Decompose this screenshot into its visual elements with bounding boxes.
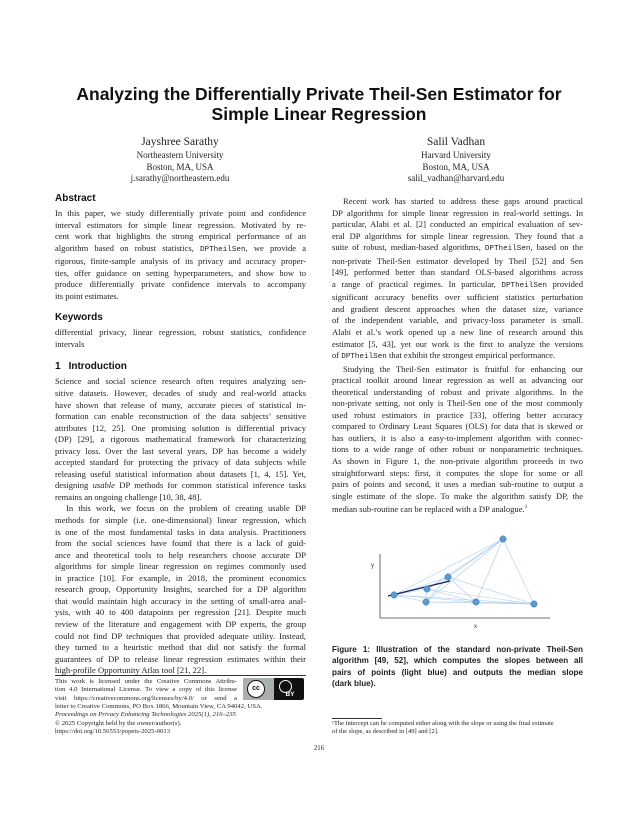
intro-line: that would maintain high accuracy in the setting of small-area anal-: [55, 595, 306, 606]
intro-line: remains an ongoing challenge [10, 38, 48].: [55, 491, 202, 502]
pair-slope-line: [394, 539, 503, 595]
page-number: 216: [313, 745, 325, 752]
intro-line: methods for simple (i.e. one-dimensional) linear regression, which: [55, 515, 306, 526]
pair-slope-line: [503, 539, 534, 604]
intro-line: in practice [10]. For example, in 2018, the prominent economics: [55, 572, 306, 583]
author-name: Salil Vadhan: [426, 136, 486, 148]
body-line: theoretical understanding of robust and private algorithms. In the: [332, 386, 583, 397]
body-line: DP algorithms for simple linear regression in real-world settings. In: [332, 207, 583, 218]
footnote-line: of the slope, as described in [49] and [2].: [332, 728, 439, 736]
body-line: used robust estimators in practice [33], offering better accuracy: [332, 409, 583, 420]
footnote-line: ¹The intercept can be computed either along with the slope or using the final estimate: [332, 720, 554, 727]
body-line: single estimate of the slope. To make the algorithm satisfy DP, the: [332, 490, 583, 501]
keywords-text: [55, 327, 306, 350]
abstract-line: algorithm based on robust statistics, DPTheilSen, we provide a: [55, 242, 306, 254]
keywords-line: differential privacy, linear regression, robust statistics, confidence: [55, 327, 306, 338]
abstract-line: cent work that highlights the strong empirical performance of an: [55, 231, 306, 242]
intro-line: is one of the most fundamental tasks in data analysis. Practitioners: [55, 526, 306, 537]
data-point: [473, 599, 479, 605]
data-point: [445, 574, 451, 580]
license-rule: [55, 675, 306, 676]
median-slope-line: [388, 581, 450, 596]
intro-line: algorithms for simple linear regression on regimes commonly used: [55, 561, 306, 572]
data-point: [423, 599, 429, 605]
title-line-2: Simple Linear Regression: [211, 104, 427, 124]
title-line-1: Analyzing the Differentially Private Theil-Sen Estimator for: [76, 84, 562, 104]
intro-line: high-profile Opportunity Atlas tool [21, 22].: [55, 665, 207, 676]
author-affiliation: Northeastern University: [136, 150, 224, 160]
y-axis-label: y: [371, 563, 374, 569]
intro-paragraph-1: [55, 376, 306, 503]
caption-line: Figure 1: Illustration of the standard non-private Theil-Sen: [332, 645, 583, 654]
author-email: j.sarathy@northeastern.edu: [130, 173, 230, 183]
code-token: DPTheilSen: [484, 245, 531, 254]
intro-line: (DP) [29], a rigorous mathematical framework for characterizing: [55, 434, 306, 445]
intro-line: they turned to a heuristic method that did not satisfy the formal: [55, 642, 306, 653]
body-line: has outliers, it is also a easy-to-implement algorithm with connec-: [332, 432, 583, 443]
body-line: [49], performed better than standard OLS-based algorithms across: [332, 267, 583, 278]
footnote: [332, 720, 583, 737]
abstract-line: its point estimates.: [55, 290, 119, 301]
copyright-line: © 2025 Copyright held by the owner/author(s).: [55, 719, 182, 727]
license-line: This work is licensed under the Creative Commons Attribu-: [55, 678, 237, 685]
body-line: of the independent variable, and privacy-loss parameter is small.: [332, 315, 583, 326]
left-column: [55, 192, 306, 677]
license-line: letter to Creative Commons, PO Box 1866, Mountain View, CA 94042, USA.: [55, 703, 263, 710]
code-token: DPTheilSen: [199, 245, 246, 254]
cc-by-license-badge[interactable]: [243, 678, 304, 700]
intro-line: releasing useful statistical information about datasets [1, 4, 15]. Yet,: [55, 468, 306, 479]
theil-sen-figure: [368, 522, 558, 630]
author-block-1: [80, 135, 280, 185]
pairwise-slope-lines: [394, 539, 534, 604]
caption-line: (dark blue).: [332, 678, 376, 688]
intro-paragraph-2: [55, 503, 306, 676]
body-line: of DPTheilSen that exhibit the strongest empirical performance.: [332, 350, 556, 362]
data-point: [500, 536, 506, 542]
code-token: DPTheilSen: [501, 281, 547, 290]
pair-slope-line: [427, 539, 503, 589]
author-affiliation: Harvard University: [421, 150, 491, 160]
footnote-rule: [332, 718, 382, 719]
intro-line: attributes [12, 25]. One promising solution is differential privacy: [55, 422, 306, 433]
body-line: pairs of points and second, it uses a median sub-routine to output a: [332, 479, 583, 490]
abstract-line: interval estimators for simple linear regression. Motivated by re-: [55, 219, 306, 230]
data-point: [424, 586, 430, 592]
body-line: tions to a wide range of other robust or nonparametric techniques.: [332, 444, 583, 455]
x-axis-label: x: [474, 624, 477, 630]
abstract-line: In this paper, we study differentially private point and confidence: [55, 208, 306, 218]
intro-line: sitive datasets. However, decades of study and real-world attacks: [55, 388, 306, 399]
intro-line: from the social sciences have found that there is a lack of guid-: [55, 538, 306, 549]
cc-badge-left: [243, 678, 274, 700]
caption-line: algorithm [49, 52], which computes the slopes between all: [332, 656, 583, 666]
intro-line: Science and social science research often requires analyzing sen-: [55, 376, 306, 387]
body-line: a range of practical regimes. In particular, DPTheilSen provided: [332, 278, 583, 290]
body-line: Alabi et al.’s work opened up a new line of research around this: [332, 327, 583, 338]
introduction-heading: [55, 360, 306, 373]
body-line: non-private setting, not only is Theil-Sen one of the most commonly: [332, 398, 583, 409]
right-column: [332, 196, 583, 516]
footnote-marker[interactable]: 1: [524, 504, 528, 511]
body-line: particular, Alabi et al. [2] conducted an empirical evaluation of sev-: [332, 219, 583, 230]
body-line: Recent work has started to address these gaps around practical: [343, 196, 583, 206]
body-line: estimator [5, 43], yet our work is the first to analyze the versions: [332, 338, 583, 349]
author-block-2: [356, 135, 556, 185]
abstract-heading: Abstract: [55, 193, 96, 204]
body-line: As shown in Figure 1, the non-private algorithm proceeds in two: [332, 456, 583, 467]
section-title: Introduction: [68, 361, 127, 373]
intro-line: accepted standard for protecting the privacy of data subjects while: [55, 457, 306, 468]
body-line-text: median sub-routine can be replaced with a DP analogue.: [332, 504, 525, 515]
intro-line: research group, Opportunity Insights, searched for a DP algorithm: [55, 584, 306, 595]
proceedings-line: Proceedings on Privacy Enhancing Technologies 2025(1), 216–235: [55, 711, 236, 719]
code-token: DPTheilSen: [341, 353, 387, 362]
keywords-line: intervals: [55, 338, 85, 349]
abstract-line: produce differentially private confidence intervals to accompany: [55, 279, 306, 290]
figure-caption: [332, 644, 583, 689]
by-label: BY: [285, 691, 295, 698]
caption-line: pairs of points (light blue) and outputs the median slope: [332, 667, 583, 677]
section-number: 1: [55, 361, 61, 373]
body-line: [332, 502, 583, 515]
intro-line: guarantees of DP to release linear regression estimates within their: [55, 653, 306, 664]
license-line: visit https://creativecommons.org/licenses/by/4.0/ or send a: [55, 694, 237, 702]
body-line: Studying the Theil-Sen estimator is fruitful for enhancing our: [343, 363, 583, 374]
author-location: Boston, MA, USA: [422, 161, 490, 172]
body-line: non-private Theil-Sen estimator developed by Theil [52] and Sen: [332, 255, 583, 266]
intro-line: formation can enable reconstruction of the data subjects’ sensitive: [55, 411, 306, 422]
license-text-continued: [55, 703, 306, 736]
intro-line: review of the literature and engagement with DP experts, the group: [55, 618, 306, 629]
pair-slope-line: [448, 577, 534, 604]
data-point: [531, 601, 537, 607]
keywords-heading: Keywords: [55, 312, 103, 324]
body-line: eral DP algorithms for simple linear regression. They found that a: [332, 230, 583, 241]
intro-line: could not find DP techniques that provided adequate utility. Instead,: [55, 630, 306, 641]
cc-icon: cc: [247, 680, 265, 698]
right-paragraph-2: [332, 364, 583, 516]
license-text: [55, 678, 237, 703]
license-line: tion 4.0 International License. To view a copy of this license: [55, 686, 237, 694]
abstract-text: [55, 208, 306, 302]
data-point: [391, 592, 397, 598]
paper-title: [40, 84, 598, 124]
intro-line: ysis, with 40 to 400 datapoints per regression [21]. Despite much: [55, 607, 306, 618]
body-line: suite of robust, median-based algorithms, DPTheilSen, based on the: [332, 242, 584, 254]
intro-line: privacy loss. Over the last several years, DP has become a widely: [55, 445, 306, 456]
intro-line: designing usable DP methods for common statistical inference tasks: [55, 480, 306, 491]
intro-line: have shown that release of many, accurate pieces of statistical in-: [55, 399, 306, 410]
body-line: and gradient descent approaches when the dataset size, variance: [332, 303, 583, 314]
body-line: straightforward steps: first, it computes the slope for some or all: [332, 467, 583, 478]
abstract-line: rigorous, finite-sample analysis of its privacy and accuracy proper-: [55, 256, 306, 267]
author-email: salil_vadhan@harvard.edu: [407, 173, 505, 183]
emphasis: usable: [92, 480, 115, 491]
body-line: compared to Ordinary Least Squares (OLS) for data that is skewed or: [332, 421, 583, 432]
body-line: significant accuracy benefits over sufficient statistics perturbation: [332, 292, 583, 303]
doi-link[interactable]: https://doi.org/10.56553/popets-2025-0013: [55, 727, 171, 735]
intro-line: ance and theoretical tools to help researchers choose accurate DP: [55, 549, 306, 560]
body-line: practical toolkit around linear regression as well as advancing our: [332, 375, 583, 386]
abstract-line: ties, offer guidance on setting hyperparameters, and show how to: [55, 267, 306, 278]
pair-slope-line: [426, 539, 503, 602]
author-name: Jayshree Sarathy: [141, 136, 219, 148]
right-paragraph-1: [332, 196, 583, 364]
author-location: Boston, MA, USA: [146, 161, 214, 172]
intro-line: In this work, we focus on the problem of creating usable DP: [66, 503, 306, 514]
